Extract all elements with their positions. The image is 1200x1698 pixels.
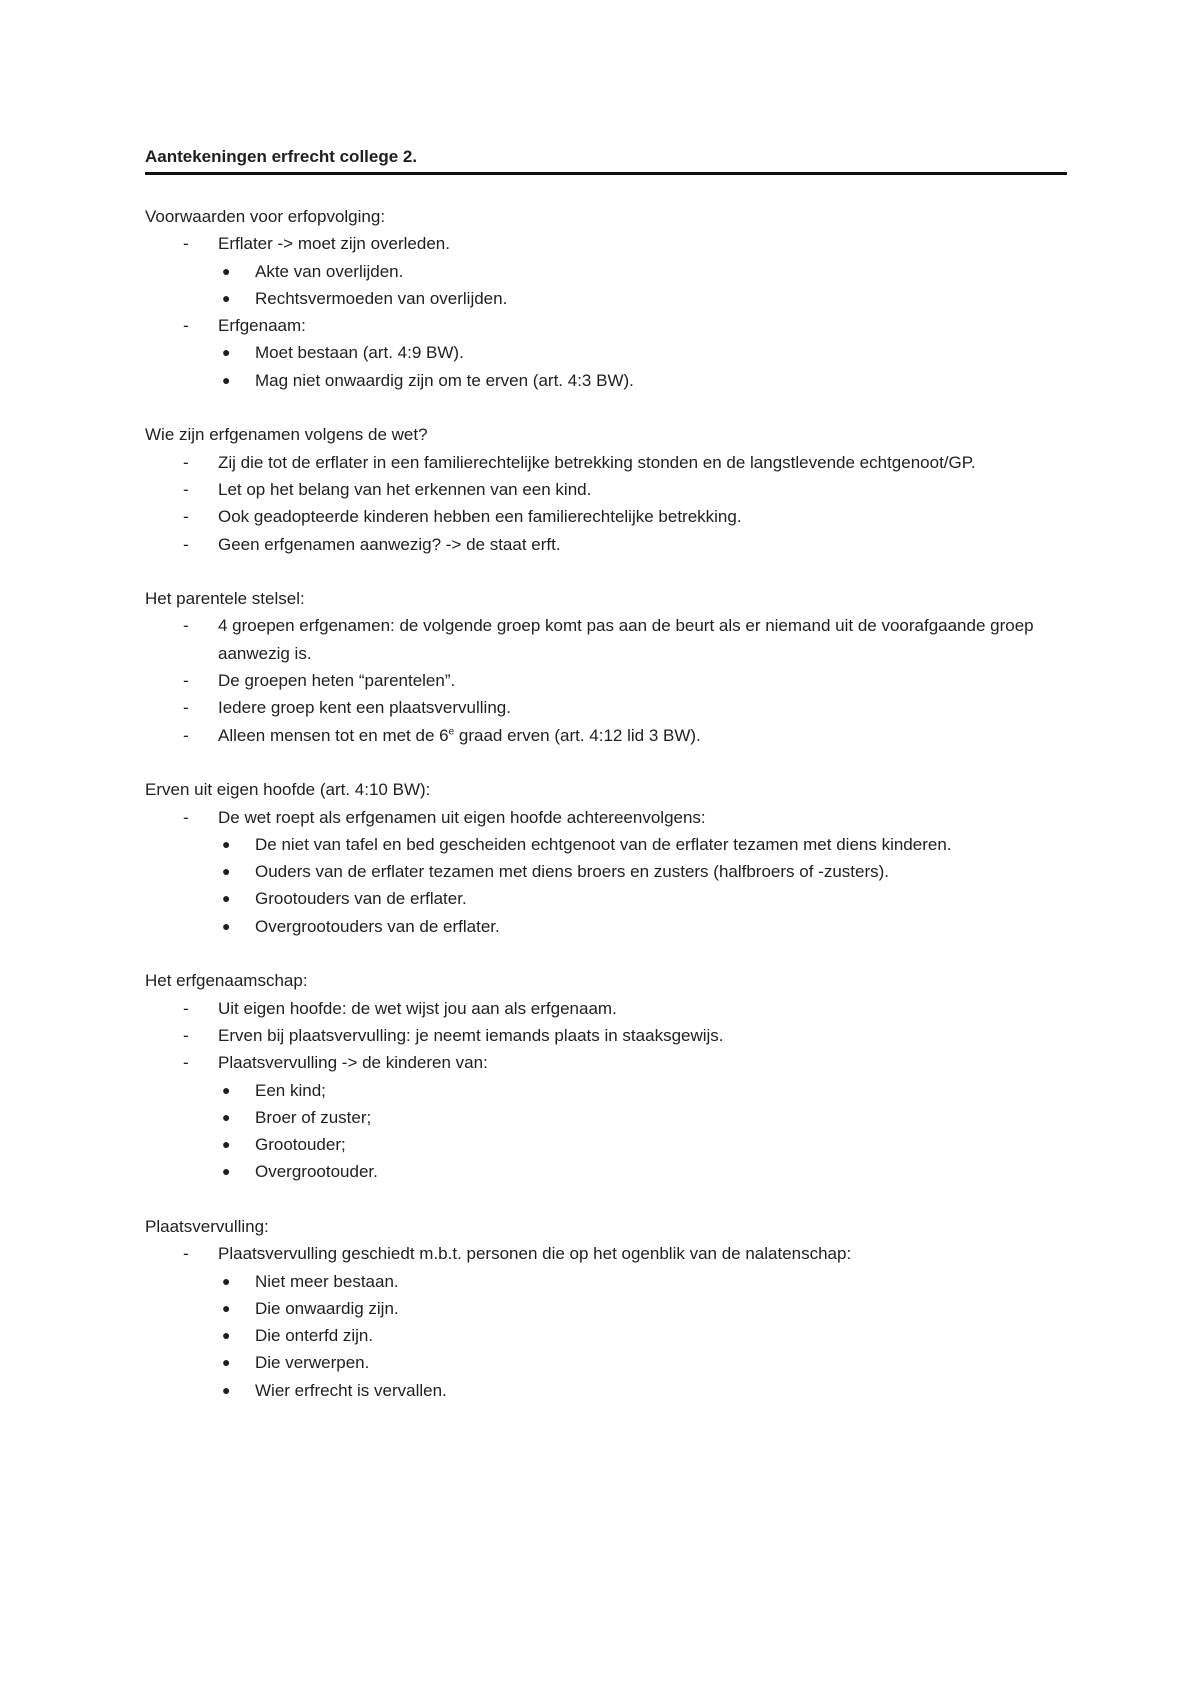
dash-marker: - xyxy=(183,671,189,691)
dash-marker: - xyxy=(183,998,189,1018)
list-item xyxy=(145,312,1075,339)
bullet-item-text: Die verwerpen. xyxy=(255,1353,370,1373)
list-item xyxy=(145,612,1075,667)
section-spacer xyxy=(145,558,1075,585)
bullet-item xyxy=(145,339,1075,366)
bullet-marker: ● xyxy=(222,917,231,934)
list-item xyxy=(145,476,1075,503)
bullet-item-text: Overgrootouders van de erflater. xyxy=(255,916,500,936)
bullet-item-text: Overgrootouder. xyxy=(255,1162,378,1182)
list-item xyxy=(145,230,1075,257)
list-item-text: Geen erfgenamen aanwezig? -> de staat erft. xyxy=(218,534,561,554)
title-underline xyxy=(145,172,1067,175)
bullet-marker: ● xyxy=(222,289,231,306)
section-heading: Plaatsvervulling: xyxy=(145,1216,269,1236)
bullet-item xyxy=(145,1077,1075,1104)
dash-marker: - xyxy=(183,534,189,554)
bullet-item xyxy=(145,1295,1075,1322)
bullet-marker: ● xyxy=(222,835,231,852)
bullet-item-text: Die onwaardig zijn. xyxy=(255,1298,399,1318)
dash-marker: - xyxy=(183,725,189,745)
bullet-marker: ● xyxy=(222,1272,231,1289)
list-item xyxy=(145,1022,1075,1049)
bullet-marker: ● xyxy=(222,1354,231,1371)
list-item-text: De wet roept als erfgenamen uit eigen hoofde achtereenvolgens: xyxy=(218,807,706,827)
dash-marker: - xyxy=(183,698,189,718)
bullet-marker: ● xyxy=(222,1163,231,1180)
dash-marker: - xyxy=(183,234,189,254)
list-item-text: Ook geadopteerde kinderen hebben een familierechtelijke betrekking. xyxy=(218,507,742,527)
list-item-text: Plaatsvervulling geschiedt m.b.t. personen die op het ogenblik van de nalatenschap: xyxy=(218,1244,852,1264)
bullet-item-text: Moet bestaan (art. 4:9 BW). xyxy=(255,343,464,363)
document-body xyxy=(145,203,1075,1404)
list-item xyxy=(145,531,1075,558)
bullet-item-text: Broer of zuster; xyxy=(255,1107,372,1127)
bullet-item-text: Grootouder; xyxy=(255,1135,346,1155)
list-item-text: 4 groepen erfgenamen: de volgende groep komt pas aan de beurt als er niemand uit de voorafgaande groep aanwezig is. xyxy=(218,616,1034,663)
bullet-marker: ● xyxy=(222,1327,231,1344)
list-item xyxy=(145,722,1075,749)
bullet-marker: ● xyxy=(222,262,231,279)
bullet-item-text: Niet meer bestaan. xyxy=(255,1271,399,1291)
ordinal-superscript: e xyxy=(448,725,455,737)
list-item-text: Erven bij plaatsvervulling: je neemt iemands plaats in staaksgewijs. xyxy=(218,1025,724,1045)
dash-marker: - xyxy=(183,316,189,336)
bullet-item-text: Mag niet onwaardig zijn om te erven (art. 4:3 BW). xyxy=(255,370,634,390)
bullet-item-text: De niet van tafel en bed gescheiden echtgenoot van de erflater tezamen met diens kinderen. xyxy=(255,834,952,854)
bullet-item-text: Die onterfd zijn. xyxy=(255,1326,374,1346)
section-spacer xyxy=(145,394,1075,421)
document-title: Aantekeningen erfrecht college 2. xyxy=(145,147,418,166)
section-heading: Het parentele stelsel: xyxy=(145,589,305,609)
bullet-item xyxy=(145,1349,1075,1376)
bullet-item-text: Rechtsvermoeden van overlijden. xyxy=(255,288,508,308)
dash-marker: - xyxy=(183,1053,189,1073)
list-item xyxy=(145,1049,1075,1076)
bullet-marker: ● xyxy=(222,863,231,880)
section-spacer xyxy=(145,940,1075,967)
bullet-item xyxy=(145,1268,1075,1295)
bullet-marker: ● xyxy=(222,344,231,361)
bullet-marker: ● xyxy=(222,1136,231,1153)
list-item xyxy=(145,804,1075,831)
bullet-item xyxy=(145,1322,1075,1349)
section-spacer xyxy=(145,1186,1075,1213)
list-item-text: De groepen heten “parentelen”. xyxy=(218,671,456,691)
bullet-item xyxy=(145,858,1075,885)
section-spacer xyxy=(145,749,1075,776)
list-item xyxy=(145,449,1075,476)
list-item-text: Erflater -> moet zijn overleden. xyxy=(218,234,450,254)
section-heading: Wie zijn erfgenamen volgens de wet? xyxy=(145,425,428,445)
dash-marker: - xyxy=(183,807,189,827)
dash-marker: - xyxy=(183,1244,189,1264)
bullet-item xyxy=(145,913,1075,940)
dash-marker: - xyxy=(183,616,189,636)
list-item-text: Plaatsvervulling -> de kinderen van: xyxy=(218,1053,488,1073)
list-item-text: Let op het belang van het erkennen van een kind. xyxy=(218,479,592,499)
bullet-item-text: Grootouders van de erflater. xyxy=(255,889,467,909)
list-item-text: Erfgenaam: xyxy=(218,316,306,336)
bullet-item xyxy=(145,258,1075,285)
bullet-marker: ● xyxy=(222,1108,231,1125)
bullet-marker: ● xyxy=(222,1299,231,1316)
bullet-item-text: Ouders van de erflater tezamen met diens broers en zusters (halfbroers of -zusters). xyxy=(255,862,889,882)
list-item xyxy=(145,694,1075,721)
list-item-text: Iedere groep kent een plaatsvervulling. xyxy=(218,698,511,718)
bullet-marker: ● xyxy=(222,371,231,388)
bullet-item xyxy=(145,285,1075,312)
bullet-marker: ● xyxy=(222,890,231,907)
list-item-text: Zij die tot de erflater in een familierechtelijke betrekking stonden en de langstlevende echtgenoot/GP. xyxy=(218,452,976,472)
dash-marker: - xyxy=(183,479,189,499)
section-heading: Het erfgenaamschap: xyxy=(145,971,308,991)
bullet-item xyxy=(145,1131,1075,1158)
dash-marker: - xyxy=(183,1025,189,1045)
bullet-item-text: Wier erfrecht is vervallen. xyxy=(255,1380,447,1400)
list-item-text-continued: graad erven (art. 4:12 lid 3 BW). xyxy=(454,725,701,745)
bullet-marker: ● xyxy=(222,1381,231,1398)
list-item xyxy=(145,1240,1075,1267)
bullet-marker: ● xyxy=(222,1081,231,1098)
bullet-item xyxy=(145,367,1075,394)
dash-marker: - xyxy=(183,452,189,472)
bullet-item xyxy=(145,1377,1075,1404)
bullet-item xyxy=(145,885,1075,912)
section-heading: Voorwaarden voor erfopvolging: xyxy=(145,207,386,226)
list-item xyxy=(145,503,1075,530)
list-item xyxy=(145,667,1075,694)
bullet-item xyxy=(145,1158,1075,1185)
list-item-text: Alleen mensen tot en met de 6 xyxy=(218,725,449,745)
section-heading: Erven uit eigen hoofde (art. 4:10 BW): xyxy=(145,780,431,800)
bullet-item-text: Akte van overlijden. xyxy=(255,261,404,281)
bullet-item xyxy=(145,1104,1075,1131)
bullet-item xyxy=(145,831,1075,858)
list-item-text: Uit eigen hoofde: de wet wijst jou aan als erfgenaam. xyxy=(218,998,617,1018)
bullet-item-text: Een kind; xyxy=(255,1080,326,1100)
list-item xyxy=(145,995,1075,1022)
dash-marker: - xyxy=(183,507,189,527)
